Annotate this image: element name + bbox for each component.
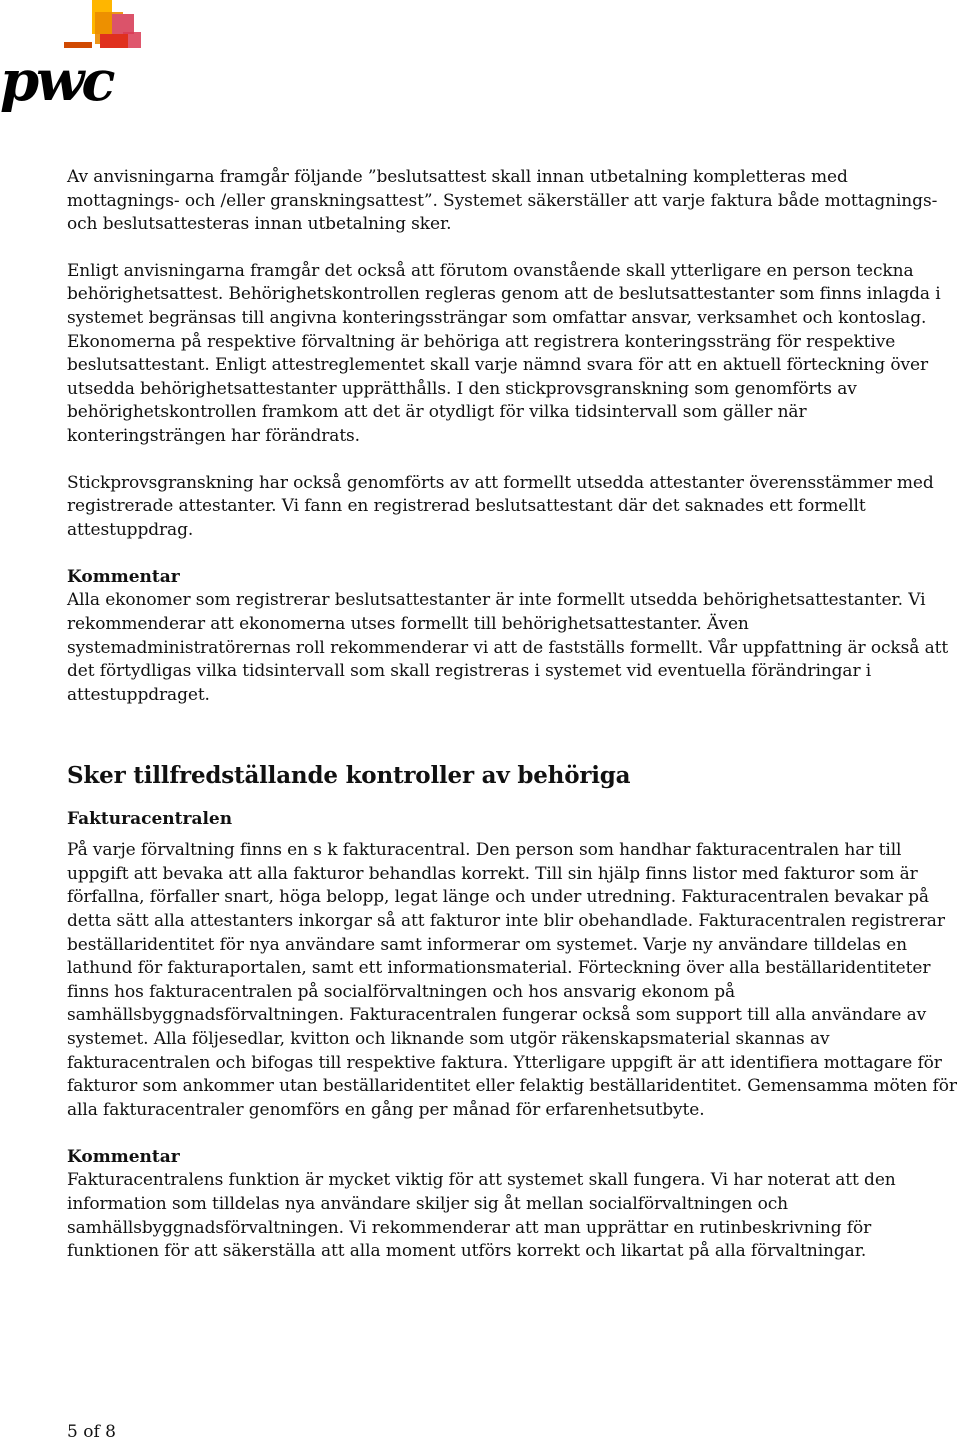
paragraph-3: Stickprovsgranskning har också genomförts av att formellt utsedda attestanter överensstämmer med registrerade attestanter. Vi fann en registrerad beslutsattestant där det saknades ett formellt attestuppdrag. [67,472,934,540]
section-heading: Sker tillfredställande kontroller av behöriga [67,762,631,790]
section-text: På varje förvaltning finns en s k fakturacentral. Den person som handhar fakturacentralen har till uppgift att bevaka att alla fakturor behandlas korrekt. Till sin hjälp finns listor med fakturor som är förfallna, förfaller snart, höga belopp, legat länge och under utredning. Fakturacentralen bevakar på detta sätt alla attestanters inkorgar så att fakturor inte blir obehandlade. Fakturacentralen registrerar beställaridentitet för nya användare samt informerar om systemet. Varje ny användare tilldelas en lathund för fakturaportalen, samt ett informationsmaterial. Förteckning över alla beställaridentiteter finns hos fakturacentralen på socialförvaltningen och hos ansvarig ekonom på samhällsbyggnadsförvaltningen. Fakturacentralen fungerar också som support till alla användare av systemet. Alla följesedlar, kvitton och liknande som utgör räkenskapsmaterial skannas av fakturacentralen och bifogas till respektive faktura. Ytterligare uppgift är att identifiera mottagare för fakturor som ankommer utan beställaridentitet eller felaktig beställaridentitet. Gemensamma möten för alla fakturacentraler genomförs en gång per månad för erfarenhetsutbyte. [67,840,957,1120]
comment-2-text: Fakturacentralens funktion är mycket viktig för att systemet skall fungera. Vi har noterat att den information som tilldelas nya användare skiljer sig åt mellan socialförvaltningen och samhällsbyggnadsförvaltningen. Vi rekommenderar att man upprättar en rutinbeskrivning för funktionen för att säkerställa att alla moment utförs korrekt och likartat på alla förvaltningar. [67,1170,896,1262]
pwc-logo-graphic [0,0,150,115]
logo-wordmark: pwc [0,48,113,114]
paragraph-1: Av anvisningarna framgår följande ”beslutsattest skall innan utbetalning kompletteras med mottagnings- och /eller granskningsattest”. Systemet säkerställer att varje faktura både mottagnings- och beslutsattesteras innan utbetalning sker. [67,167,938,235]
comment-1-label: Kommentar [67,567,180,588]
logo-block-rose [112,14,134,34]
pwc-logo [0,0,150,115]
section-subheading: Fakturacentralen [67,809,233,830]
comment-2-label: Kommentar [67,1147,180,1168]
page-number: 5 of 8 [67,1422,116,1442]
page-content [67,166,957,1264]
comment-1-text: Alla ekonomer som registrerar beslutsattestanter är inte formellt utsedda behörighetsattestanter. Vi rekommenderar att ekonomerna utses formellt till behörighetsattestanter. Även systemadministratörernas roll rekommenderar vi att de fastställs formellt. Vår uppfattning är också att det förtydligas vilka tidsintervall som skall registreras i systemet vid eventuella förändringar i attestuppdraget. [67,590,949,705]
logo-block-red [100,34,128,48]
paragraph-2: Enligt anvisningarna framgår det också att förutom ovanstående skall ytterligare en person teckna behörighetsattest. Behörighetskontrollen regleras genom att de beslutsattestanter som finns inlagda i systemet begränsas till angivna konteringssträngar som omfattar ansvar, verksamhet och kontoslag. Ekonomerna på respektive förvaltning är behöriga att registrera konteringssträng för respektive beslutsattestant. Enligt attestreglementet skall varje nämnd svara för att en aktuell förteckning över utsedda behörighetsattestanter upprätthålls. I den stickprovsgranskning som genomförts av behörighetskontrollen framkom att det är otydligt för vilka tidsintervall som gäller när konteringsträngen har förändrats. [67,260,941,446]
